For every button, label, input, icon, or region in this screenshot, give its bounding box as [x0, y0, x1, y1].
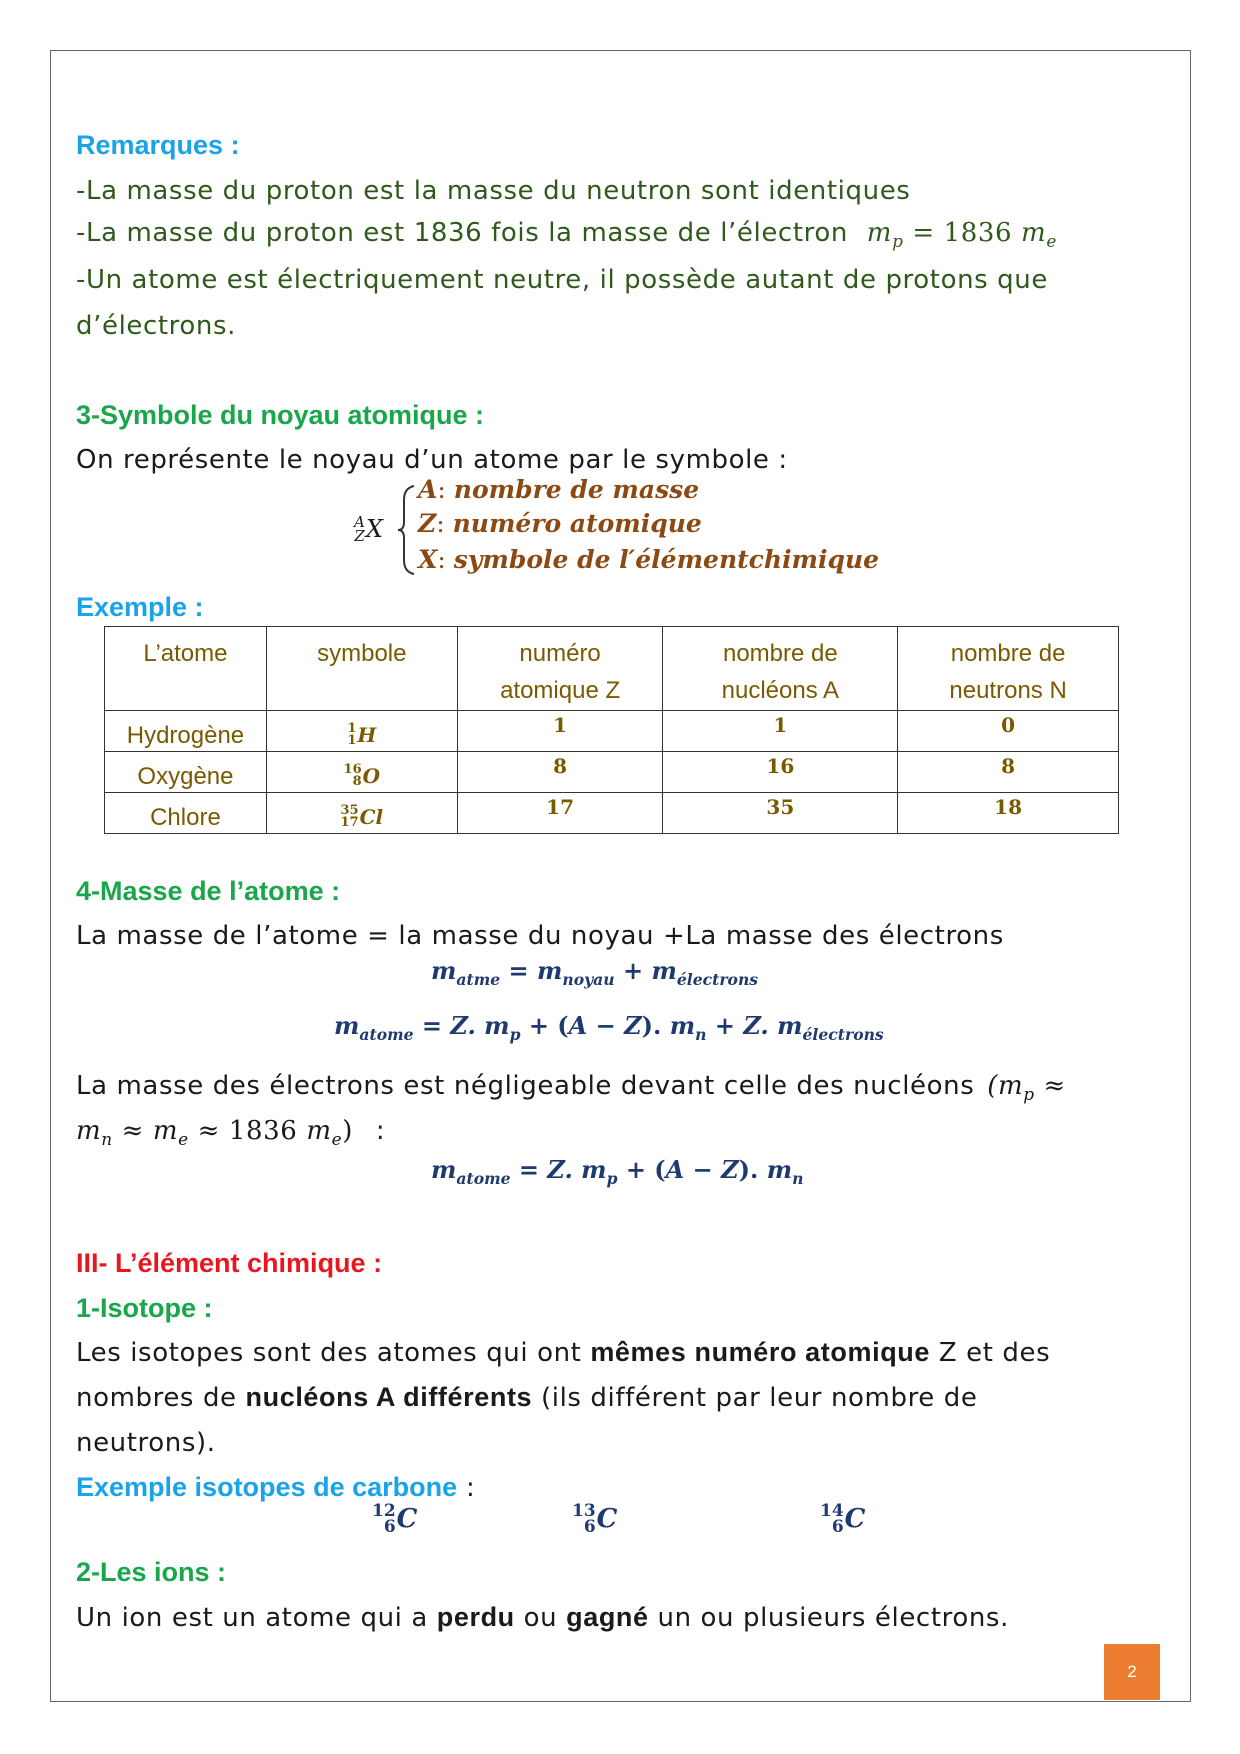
- atom-symbol: 35 17 Cl: [266, 793, 457, 834]
- mass-equation-3: $m_{atome} = Z$. $m_p + (A - Z)$. $m_n$: [431, 1155, 804, 1188]
- symbol-intro: On représente le noyau d’un atome par le symbole :: [76, 445, 788, 475]
- remarque-line-1: -La masse du proton est la masse du neutron sont identiques: [76, 176, 911, 206]
- neutron-number: 0: [898, 711, 1119, 752]
- atom-symbol: 1 1 H: [266, 711, 457, 752]
- atomic-number: 8: [457, 752, 663, 793]
- nuclide-symbol-general: A Z X: [354, 513, 383, 545]
- page-number-badge: 2: [1104, 1644, 1160, 1700]
- isotope-heading: 1-Isotope :: [76, 1293, 213, 1323]
- remarques-heading: Remarques :: [76, 130, 240, 160]
- def-X: X: symbole de l′élémentchimique: [418, 545, 880, 574]
- header-atome: L’atome: [105, 627, 267, 711]
- nucleon-number: 1: [663, 711, 898, 752]
- mass-equation-2: $m_{atome} = Z$. $m_p + (A - Z)$. $m_n + Z$. $m_{électrons}$: [334, 1011, 884, 1044]
- table-row: [105, 793, 1119, 834]
- remarque-line-2-text: -La masse du proton est 1836 fois la masse de l’électron: [76, 218, 848, 248]
- table-header-row: [105, 627, 1119, 711]
- header-nombre-neutrons: nombre de neutrons N: [898, 627, 1119, 711]
- carbon-isotopes-heading: Exemple isotopes de carbone :: [76, 1472, 476, 1503]
- ions-heading: 2-Les ions :: [76, 1557, 227, 1587]
- nucleon-number: 35: [663, 793, 898, 834]
- isotope-paragraph-line-1: Les isotopes sont des atomes qui ont mêmes numéro atomique Z et des: [76, 1337, 1051, 1368]
- neutron-number: 18: [898, 793, 1119, 834]
- header-numero-atomique: numéro atomique Z: [457, 627, 663, 711]
- ions-definition: Un ion est un atome qui a perdu ou gagné un ou plusieurs électrons.: [76, 1602, 1009, 1633]
- atoms-table: [104, 626, 1119, 834]
- remarque-line-2: [76, 218, 1057, 251]
- remarque-line-3b: d’électrons.: [76, 311, 236, 341]
- curly-brace: [396, 484, 418, 576]
- negligible-text-line-1: La masse des électrons est négligeable devant celle des nucléons ($m_p$ ≈: [76, 1071, 1066, 1105]
- isotope-paragraph-line-3: neutrons).: [76, 1428, 216, 1458]
- header-symbole: symbole: [266, 627, 457, 711]
- header-nombre-nucleons: nombre de nucléons A: [663, 627, 898, 711]
- exemple-heading: Exemple :: [76, 592, 204, 622]
- mass-definition-text: La masse de l’atome = la masse du noyau +La masse des électrons: [76, 921, 1004, 951]
- mass-equation-1: $m_{atme} = m_{noyau} + m_{électrons}$: [431, 956, 759, 989]
- table-row: [105, 752, 1119, 793]
- atom-name: Hydrogène: [105, 711, 267, 752]
- atomic-number: 17: [457, 793, 663, 834]
- negligible-text-line-2: $m_n \approx m_e \approx 1836$ $m_e$) :: [76, 1116, 386, 1150]
- def-Z: Z: numéro atomique: [418, 509, 702, 538]
- carbon-12-symbol: 12 6 C: [372, 1501, 418, 1537]
- remarque-line-3a: -Un atome est électriquement neutre, il possède autant de protons que: [76, 265, 1048, 295]
- atom-symbol: 16 8 O: [266, 752, 457, 793]
- section-iii-heading: III- L’élément chimique :: [76, 1248, 383, 1278]
- nucleon-number: 16: [663, 752, 898, 793]
- atom-name: Chlore: [105, 793, 267, 834]
- def-A: A: nombre de masse: [418, 475, 700, 504]
- section-4-heading: 4-Masse de l’atome :: [76, 876, 341, 906]
- section-3-heading: 3-Symbole du noyau atomique :: [76, 400, 485, 430]
- mass-ratio-formula: $m_p = 1836$ $m_e$: [866, 218, 1057, 252]
- isotope-paragraph-line-2: nombres de nucléons A différents (ils différent par leur nombre de: [76, 1382, 978, 1413]
- atom-name: Oxygène: [105, 752, 267, 793]
- carbon-13-symbol: 13 6 C: [572, 1501, 618, 1537]
- atomic-number: 1: [457, 711, 663, 752]
- table-row: [105, 711, 1119, 752]
- neutron-number: 8: [898, 752, 1119, 793]
- carbon-14-symbol: 14 6 C: [820, 1501, 866, 1537]
